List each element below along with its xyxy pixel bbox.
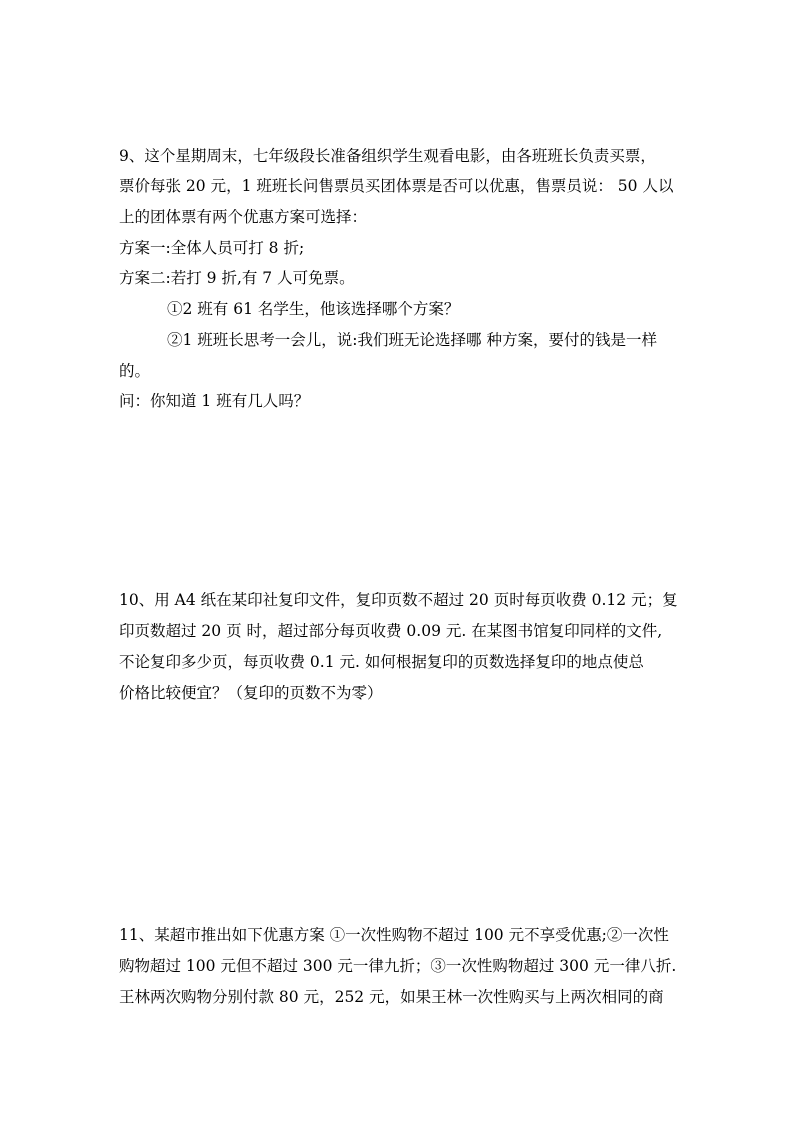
problem-11-line-3: 王林两次购物分别付款 80 元，252 元，如果王林一次性购买与上两次相同的商 [119,988,664,1006]
problem-9-plan-1: 方案一:全体人员可打 8 折; [119,239,305,257]
problem-10-line-1: 10、用 A4 纸在某印社复印文件，复印页数不超过 20 页时每页收费 0.12 元；复 [119,591,678,609]
problem-11-line-1: 11、某超市推出如下优惠方案 ①一次性购物不超过 100 元不享受优惠;②一次性 [119,926,669,944]
problem-10-line-2: 印页数超过 20 页 时，超过部分每页收费 0.09 元. 在某图书馆复印同样的文件, [119,622,663,640]
problem-9-subquestion-1: ①2 班有 61 名学生，他该选择哪个方案？ [167,300,460,318]
problem-10-line-4: 价格比较便宜？（复印的页数不为零） [119,684,383,702]
problem-9-line-1: 9、这个星期周末，七年级段长准备组织学生观看电影，由各班班长负责买票， [119,147,656,165]
problem-9-subquestion-2: ②1 班班长思考一会儿，说:我们班无论选择哪 种方案，要付的钱是一样 [167,331,657,349]
problem-11-line-2: 购物超过 100 元但不超过 300 元一律九折；③一次性购物超过 300 元一律八折. [119,957,677,975]
problem-9-plan-2: 方案二:若打 9 折,有 7 人可免票。 [119,269,355,287]
problem-9-line-3: 上的团体票有两个优惠方案可选择： [119,208,368,226]
problem-9-question: 问：你知道 1 班有几人吗？ [119,392,310,410]
problem-9-line-2: 票价每张 20 元，1 班班长问售票员买团体票是否可以优惠，售票员说： 50 人以 [119,177,674,195]
problem-9-subquestion-2-cont: 的。 [119,362,151,380]
problem-10-line-3: 不论复印多少页，每页收费 0.1 元. 如何根据复印的页数选择复印的地点使总 [119,653,644,671]
